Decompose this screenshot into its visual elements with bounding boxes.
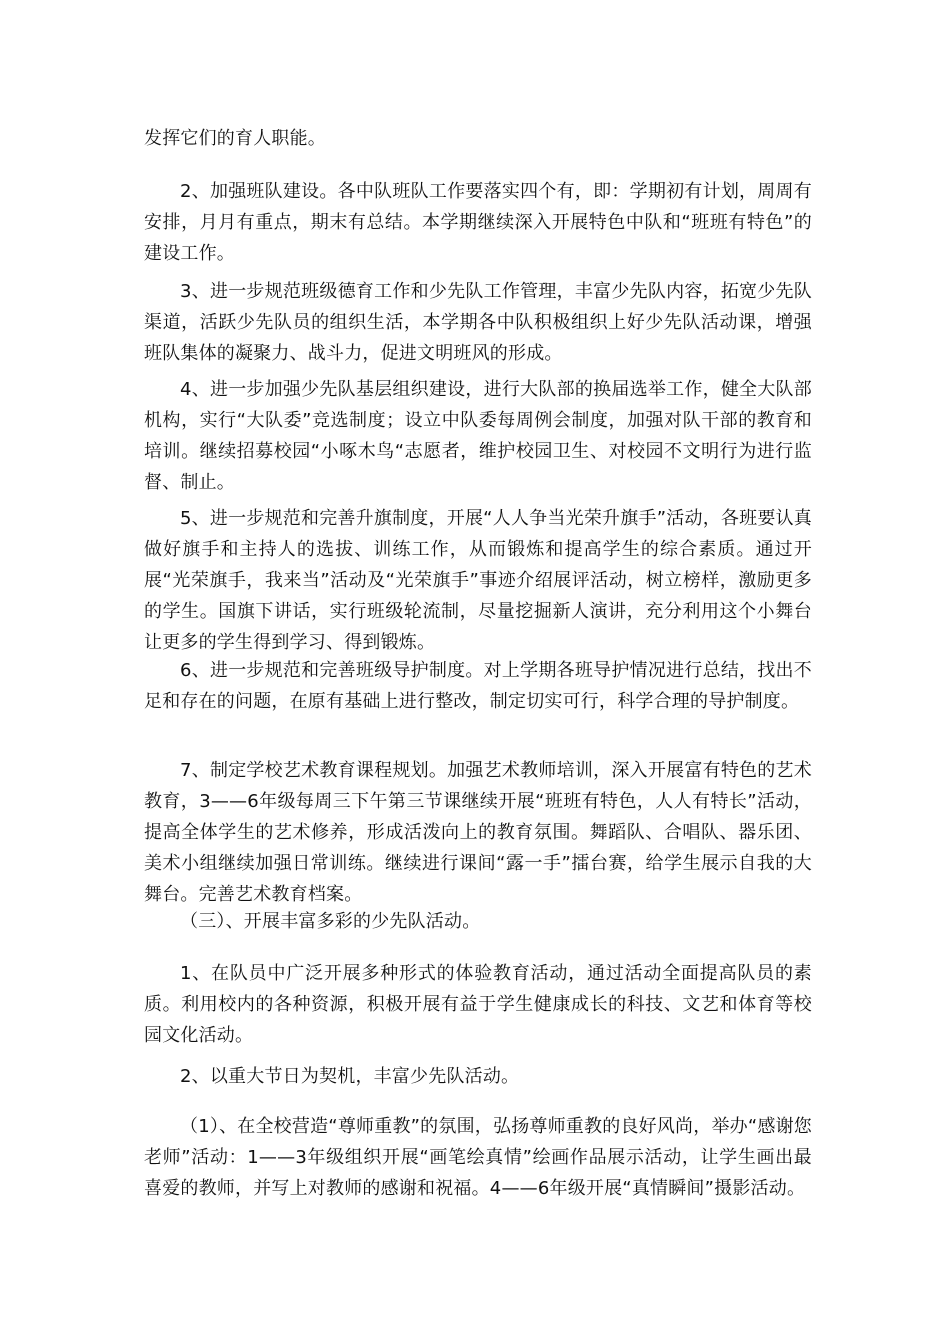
- paragraph-intro-continuation: 发挥它们的育人职能。: [144, 128, 326, 149]
- paragraph-item-6: 6、进一步规范和完善班级导护制度。对上学期各班导护情况进行总结，找出不足和存在的问题，在原有基础上进行整改，制定切实可行，科学合理的导护制度。: [144, 660, 812, 712]
- section-heading-3: （三）、开展丰富多彩的少先队活动。: [180, 911, 481, 932]
- paragraph-activity-1: 1、在队员中广泛开展多种形式的体验教育活动，通过活动全面提高队员的素质。利用校内的各种资源，积极开展有益于学生健康成长的科技、文艺和体育等校园文化活动。: [144, 963, 812, 1046]
- paragraph-item-4: 4、进一步加强少先队基层组织建设，进行大队部的换届选举工作，健全大队部机构，实行“大队委”竞选制度；设立中队委每周例会制度，加强对队干部的教育和培训。继续招募校园“小啄木鸟“志愿者，维护校园卫生、对校园不文明行为进行监督、制止。: [144, 379, 812, 493]
- paragraph-activity-2-1: （1）、在全校营造“尊师重教”的氛围，弘扬尊师重教的良好风尚，举办“感谢您老师”活动：1——3年级组织开展“画笔绘真情”绘画作品展示活动，让学生画出最喜爱的教师，并写上对教师的感谢和祝福。4——6年级开展“真情瞬间”摄影活动。: [144, 1116, 812, 1199]
- paragraph-activity-2: 2、以重大节日为契机，丰富少先队活动。: [180, 1066, 520, 1087]
- paragraph-item-2: 2、加强班队建设。各中队班队工作要落实四个有，即：学期初有计划，周周有安排，月月有重点，期末有总结。本学期继续深入开展特色中队和“班班有特色”的建设工作。: [144, 181, 812, 264]
- paragraph-item-5: 5、进一步规范和完善升旗制度，开展“人人争当光荣升旗手”活动，各班要认真做好旗手和主持人的选拔、训练工作，从而锻炼和提高学生的综合素质。通过开展“光荣旗手，我来当”活动及“光荣旗手”事迹介绍展评活动，树立榜样，激励更多的学生。国旗下讲话，实行班级轮流制，尽量挖掘新人演讲，充分利用这个小舞台让更多的学生得到学习、得到锻炼。: [144, 508, 812, 653]
- paragraph-item-3: 3、进一步规范班级德育工作和少先队工作管理，丰富少先队内容，拓宽少先队渠道，活跃少先队员的组织生活，本学期各中队积极组织上好少先队活动课，增强班队集体的凝聚力、战斗力，促进文明班风的形成。: [144, 281, 812, 364]
- paragraph-item-7: 7、制定学校艺术教育课程规划。加强艺术教师培训，深入开展富有特色的艺术教育，3——6年级每周三下午第三节课继续开展“班班有特色，人人有特长”活动，提高全体学生的艺术修养，形成活泼向上的教育氛围。舞蹈队、合唱队、器乐团、美术小组继续加强日常训练。继续进行课间“露一手”擂台赛，给学生展示自我的大舞台。完善艺术教育档案。: [144, 760, 812, 905]
